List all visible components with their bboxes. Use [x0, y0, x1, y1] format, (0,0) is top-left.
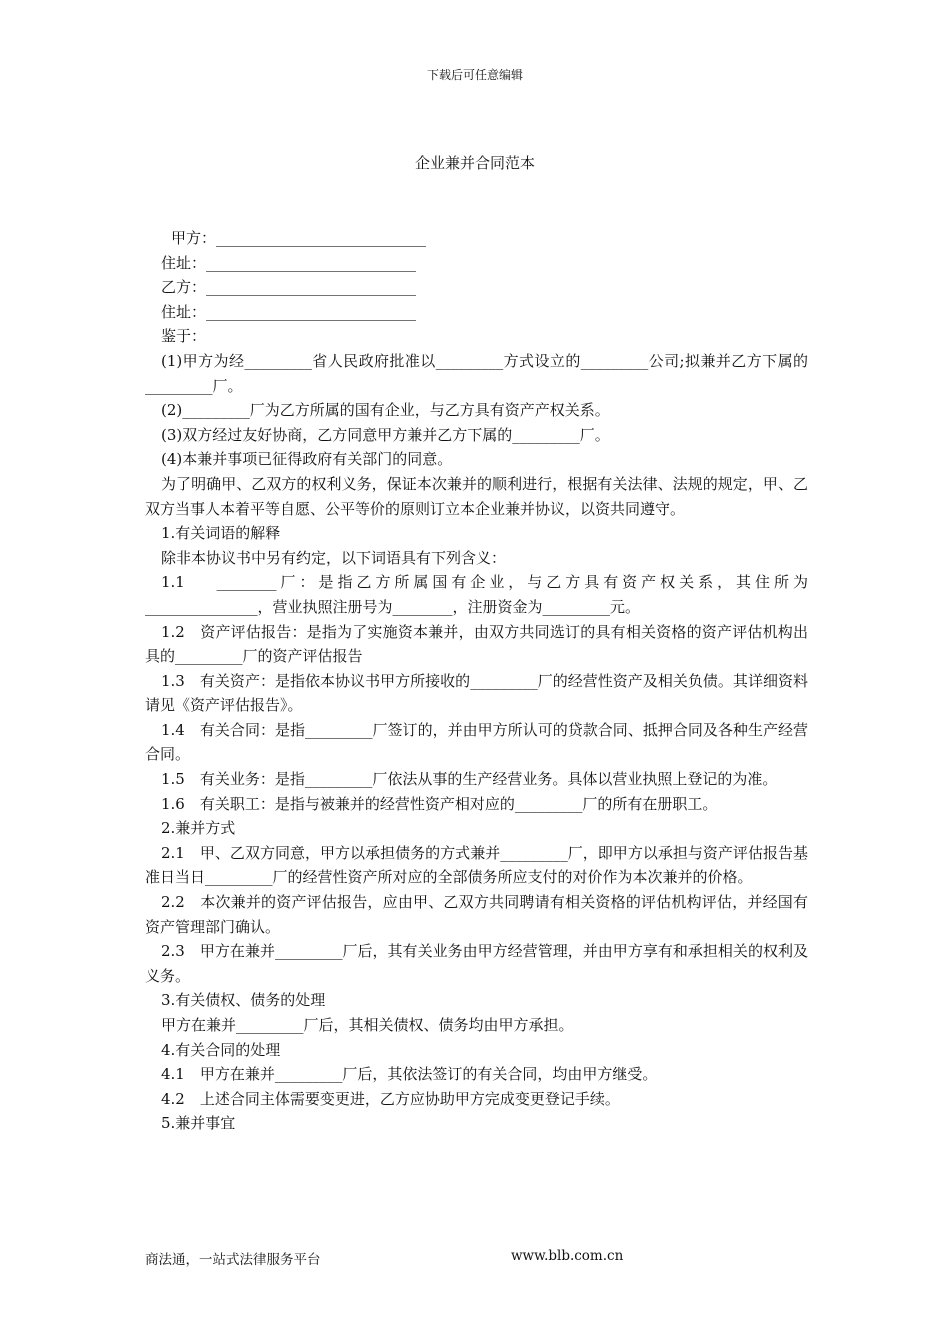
- clause-4-2: 4.2 上述合同主体需要变更进，乙方应协助甲方完成变更登记手续。: [161, 1089, 620, 1108]
- whereas-clause-2: (2)_________厂为乙方所属的国有企业，与乙方具有资产产权关系。: [161, 401, 610, 420]
- clause-2-3: 2.3 甲方在兼并_________厂后，其有关业务由甲方经营管理，并由甲方享有和承担相关的权利及义务。: [145, 942, 808, 985]
- address-a-line: 住址：____________________________: [161, 253, 417, 272]
- section-3-heading: 3.有关债权、债务的处理: [161, 991, 326, 1010]
- purpose-paragraph: 为了明确甲、乙双方的权利义务，保证本次兼并的顺利进行，根据有关法律、法规的规定，甲、乙双方当事人本着平等自愿、公平等价的原则订立本企业兼并协议，以资共同遵守。: [145, 474, 808, 518]
- clause-1-1: 1.1 ________厂：是指乙方所属国有企业，与乙方具有资产权关系，其住所为_______________，营业执照注册号为________，注册资金为_________元。: [145, 573, 808, 616]
- definitions-intro: 除非本协议书中另有约定，以下词语具有下列含义：: [161, 548, 507, 567]
- section-1-heading: 1.有关词语的解释: [161, 524, 281, 543]
- party-b-line: 乙方：____________________________: [161, 278, 417, 297]
- clause-1-6: 1.6 有关职工：是指与被兼并的经营性资产相对应的_________厂的所有在册职工。: [161, 794, 718, 813]
- clause-2-2: 2.2 本次兼并的资产评估报告，应由甲、乙双方共同聘请有相关资格的评估机构评估，并经国有资产管理部门确认。: [145, 893, 808, 936]
- document-title: 企业兼并合同范本: [414, 154, 535, 172]
- clause-4-1: 4.1 甲方在兼并_________厂后，其依法签订的有关合同，均由甲方继受。: [161, 1065, 658, 1084]
- whereas-clause-4: (4)本兼并事项已征得政府有关部门的同意。: [161, 450, 453, 469]
- whereas-clause-3: (3)双方经过友好协商，乙方同意甲方兼并乙方下属的_________厂。: [161, 425, 610, 444]
- party-a-line: 甲方：____________________________: [171, 229, 427, 247]
- document-body: [145, 226, 808, 1136]
- clause-1-4: 1.4 有关合同：是指_________厂签订的，并由甲方所认可的贷款合同、抵押合同及各种生产经营合同。: [145, 720, 808, 764]
- clause-1-5: 1.5 有关业务：是指_________厂依法从事的生产经营业务。具体以营业执照上登记的为准。: [161, 770, 778, 789]
- address-b-line: 住址：____________________________: [161, 302, 417, 321]
- section-3-text: 甲方在兼并_________厂后，其相关债权、债务均由甲方承担。: [161, 1016, 574, 1034]
- section-4-heading: 4.有关合同的处理: [161, 1040, 281, 1059]
- clause-2-1: 2.1 甲、乙双方同意，甲方以承担债务的方式兼并_________厂，即甲方以承担与资产评估报告基准日当日_________厂的经营性资产所对应的全部债务所应支付的对价作为本次兼并的价格。: [145, 843, 808, 887]
- clause-1-3: 1.3 有关资产：是指依本协议书甲方所接收的_________厂的经营性资产及相关负债。其详细资料请见《资产评估报告》。: [145, 671, 808, 715]
- whereas-heading: 鉴于：: [161, 327, 207, 346]
- page-header: 下载后可任意编辑: [426, 68, 523, 82]
- whereas-clause-1: (1)甲方为经_________省人民政府批准以_________方式设立的_________公司;拟兼并乙方下属的_________厂。: [145, 351, 808, 395]
- clause-1-2: 1.2 资产评估报告：是指为了实施资本兼并，由双方共同选订的具有相关资格的资产评估机构出具的_________厂的资产评估报告: [145, 622, 808, 666]
- section-5-heading: 5.兼并事宜: [161, 1114, 236, 1133]
- section-2-heading: 2.兼并方式: [161, 819, 236, 838]
- footer-platform-text: 商法通，一站式法律服务平台: [145, 1252, 321, 1268]
- footer-website-link[interactable]: www.blb.com.cn: [511, 1248, 624, 1264]
